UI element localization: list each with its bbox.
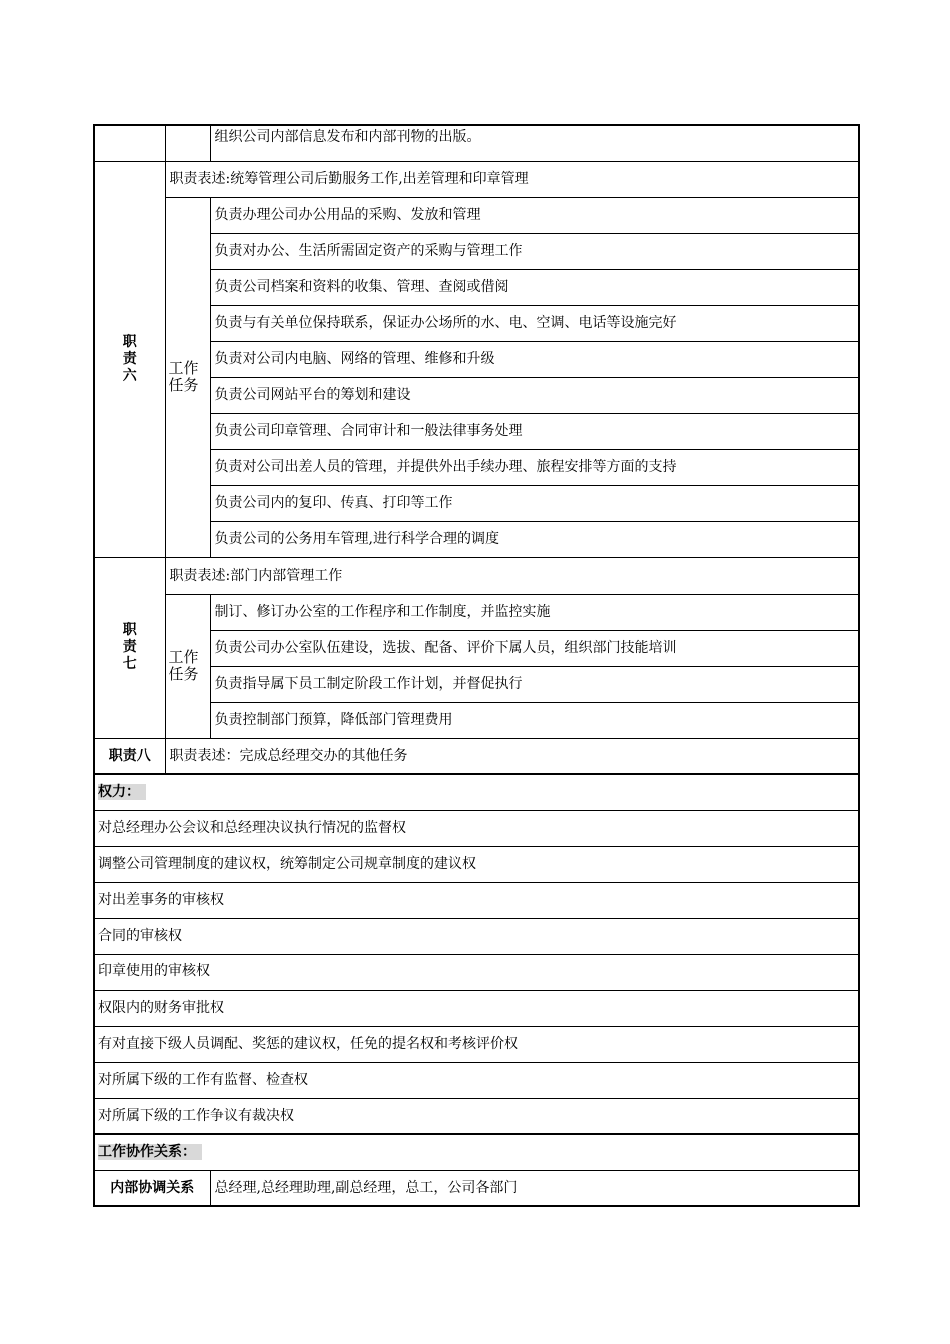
duty6-label-cell — [94, 161, 165, 557]
power-item: 有对直接下级人员调配、奖惩的建议权，任免的提名权和考核评价权 — [94, 1026, 859, 1062]
duty7-description: 职责表述:部门内部管理工作 — [165, 557, 859, 594]
duty6-description: 职责表述:统筹管理公司后勤服务工作,出差管理和印章管理 — [165, 161, 859, 197]
duty7-label: 职责七 — [122, 622, 137, 672]
power-item: 对总经理办公会议和总经理决议执行情况的监督权 — [94, 810, 859, 846]
duty8-description: 职责表述：完成总经理交办的其他任务 — [165, 738, 859, 774]
duties-table — [93, 124, 860, 1171]
duty7-label-cell — [94, 557, 165, 738]
duty5-task-label-cell — [165, 125, 210, 161]
powers-heading-cell — [94, 774, 859, 810]
duty5-label-cell — [94, 125, 165, 161]
relations-heading-cell — [94, 1134, 859, 1170]
powers-heading: 权力： — [98, 784, 146, 800]
task-item: 负责公司档案和资料的收集、管理、查阅或借阅 — [210, 269, 859, 305]
power-item: 合同的审核权 — [94, 918, 859, 954]
duty7-task-label: 工作任务 — [168, 648, 199, 683]
task-item: 组织公司内部信息发布和内部刊物的出版。 — [210, 125, 859, 161]
power-item: 对所属下级的工作有监督、检查权 — [94, 1062, 859, 1098]
power-item: 权限内的财务审批权 — [94, 990, 859, 1026]
power-item: 对出差事务的审核权 — [94, 882, 859, 918]
task-item: 负责控制部门预算，降低部门管理费用 — [210, 702, 859, 738]
task-item: 负责指导属下员工制定阶段工作计划，并督促执行 — [210, 666, 859, 702]
task-item: 负责对公司内电脑、网络的管理、维修和升级 — [210, 341, 859, 377]
task-item: 负责公司印章管理、合同审计和一般法律事务处理 — [210, 413, 859, 449]
task-item: 负责公司的公务用车管理,进行科学合理的调度 — [210, 521, 859, 557]
task-item: 负责对办公、生活所需固定资产的采购与管理工作 — [210, 233, 859, 269]
task-item: 负责公司办公室队伍建设，选拔、配备、评价下属人员，组织部门技能培训 — [210, 630, 859, 666]
duty6-task-label-cell — [165, 197, 210, 557]
internal-relations-label: 内部协调关系 — [94, 1170, 210, 1206]
task-item: 负责公司网站平台的筹划和建设 — [210, 377, 859, 413]
job-description-document — [93, 124, 858, 1207]
task-item: 负责办理公司办公用品的采购、发放和管理 — [210, 197, 859, 233]
internal-relations-value: 总经理,总经理助理,副总经理，总工，公司各部门 — [210, 1170, 859, 1206]
task-item: 负责对公司出差人员的管理，并提供外出手续办理、旅程安排等方面的支持 — [210, 449, 859, 485]
relations-heading: 工作协作关系： — [98, 1144, 202, 1160]
power-item: 对所属下级的工作争议有裁决权 — [94, 1098, 859, 1134]
power-item: 印章使用的审核权 — [94, 954, 859, 990]
task-item: 负责与有关单位保持联系，保证办公场所的水、电、空调、电话等设施完好 — [210, 305, 859, 341]
duty8-label: 职责八 — [94, 738, 165, 774]
task-item: 负责公司内的复印、传真、打印等工作 — [210, 485, 859, 521]
relations-table — [93, 1170, 860, 1208]
task-item: 制订、修订办公室的工作程序和工作制度，并监控实施 — [210, 594, 859, 630]
duty7-task-label-cell — [165, 594, 210, 738]
duty6-task-label: 工作任务 — [168, 359, 199, 394]
duty6-label: 职责六 — [122, 333, 137, 384]
power-item: 调整公司管理制度的建议权，统筹制定公司规章制度的建议权 — [94, 846, 859, 882]
